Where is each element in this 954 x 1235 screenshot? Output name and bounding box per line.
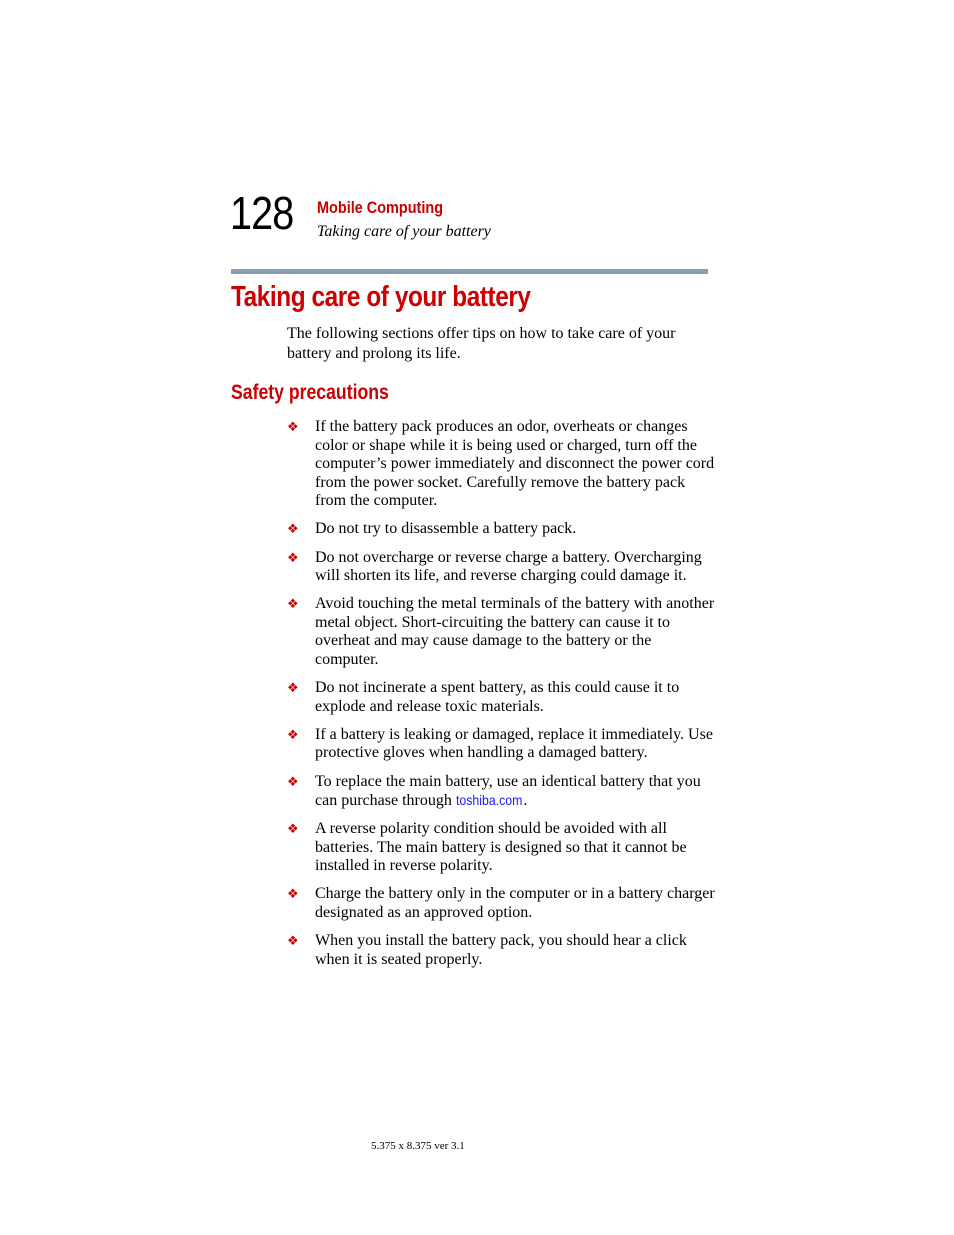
intro-paragraph: The following sections offer tips on how to take care of your battery and prolong its life. — [287, 325, 676, 362]
page-number: 128 — [230, 187, 294, 239]
list-item — [287, 820, 717, 876]
list-item-text: A reverse polarity condition should be avoided with all batteries. The main battery is designed so that it cannot be installed in reverse polarity. — [315, 820, 687, 875]
list-item — [287, 885, 717, 922]
diamond-bullet-icon: ❖ — [287, 681, 299, 697]
chapter-title: Mobile Computing — [317, 198, 444, 217]
running-head — [317, 198, 717, 242]
list-item — [287, 679, 717, 716]
list-item — [287, 549, 717, 586]
header-rule — [231, 269, 708, 274]
list-item — [287, 418, 717, 511]
list-item-text: Do not try to disassemble a battery pack. — [315, 520, 577, 538]
list-item — [287, 726, 717, 763]
diamond-bullet-icon: ❖ — [287, 822, 299, 838]
section-subtitle: Taking care of your battery — [317, 223, 491, 240]
list-item-text: Do not incinerate a spent battery, as this could cause it to explode and release toxic materials. — [315, 679, 680, 715]
list-item — [287, 773, 717, 811]
list-item-text-before-link: To replace the main battery, use an identical battery that you can purchase through — [315, 772, 701, 810]
safety-precautions-list — [287, 418, 717, 979]
list-item-text: If the battery pack produces an odor, overheats or changes color or shape while it is being used or charged, turn off the computer’s power immediately and disconnect the power cord from the power socket. Carefully remove the battery pack from the computer. — [315, 418, 715, 510]
list-item-text: When you install the battery pack, you should hear a click when it is seated properly. — [315, 932, 687, 968]
diamond-bullet-icon: ❖ — [287, 420, 299, 435]
list-item — [287, 595, 717, 669]
diamond-bullet-icon: ❖ — [287, 522, 299, 538]
diamond-bullet-icon: ❖ — [287, 887, 299, 903]
page-title: Taking care of your battery — [231, 281, 531, 313]
toshiba-link[interactable]: toshiba.com — [455, 792, 523, 809]
diamond-bullet-icon: ❖ — [287, 597, 299, 613]
section-heading-safety: Safety precautions — [231, 381, 389, 404]
list-item-text — [315, 773, 717, 811]
list-item-text: Avoid touching the metal terminals of the battery with another metal object. Short-circuiting the battery can cause it to overheat and may cause damage to the battery or the computer. — [315, 595, 715, 669]
list-item-text-after-link: . — [523, 792, 528, 810]
list-item-text: If a battery is leaking or damaged, replace it immediately. Use protective gloves when handling a damaged battery. — [315, 725, 713, 762]
diamond-bullet-icon: ❖ — [287, 934, 299, 950]
diamond-bullet-icon: ❖ — [287, 550, 299, 566]
list-item-text: Charge the battery only in the computer or in a battery charger designated as an approved option. — [315, 885, 715, 922]
diamond-bullet-icon: ❖ — [287, 727, 299, 743]
page-footer: 5.375 x 8.375 ver 3.1 — [371, 1140, 465, 1152]
diamond-bullet-icon: ❖ — [287, 774, 299, 790]
list-item — [287, 520, 717, 539]
list-item-text: Do not overcharge or reverse charge a battery. Overcharging will shorten its life, and reverse charging could damage it. — [315, 548, 702, 585]
list-item — [287, 932, 717, 969]
